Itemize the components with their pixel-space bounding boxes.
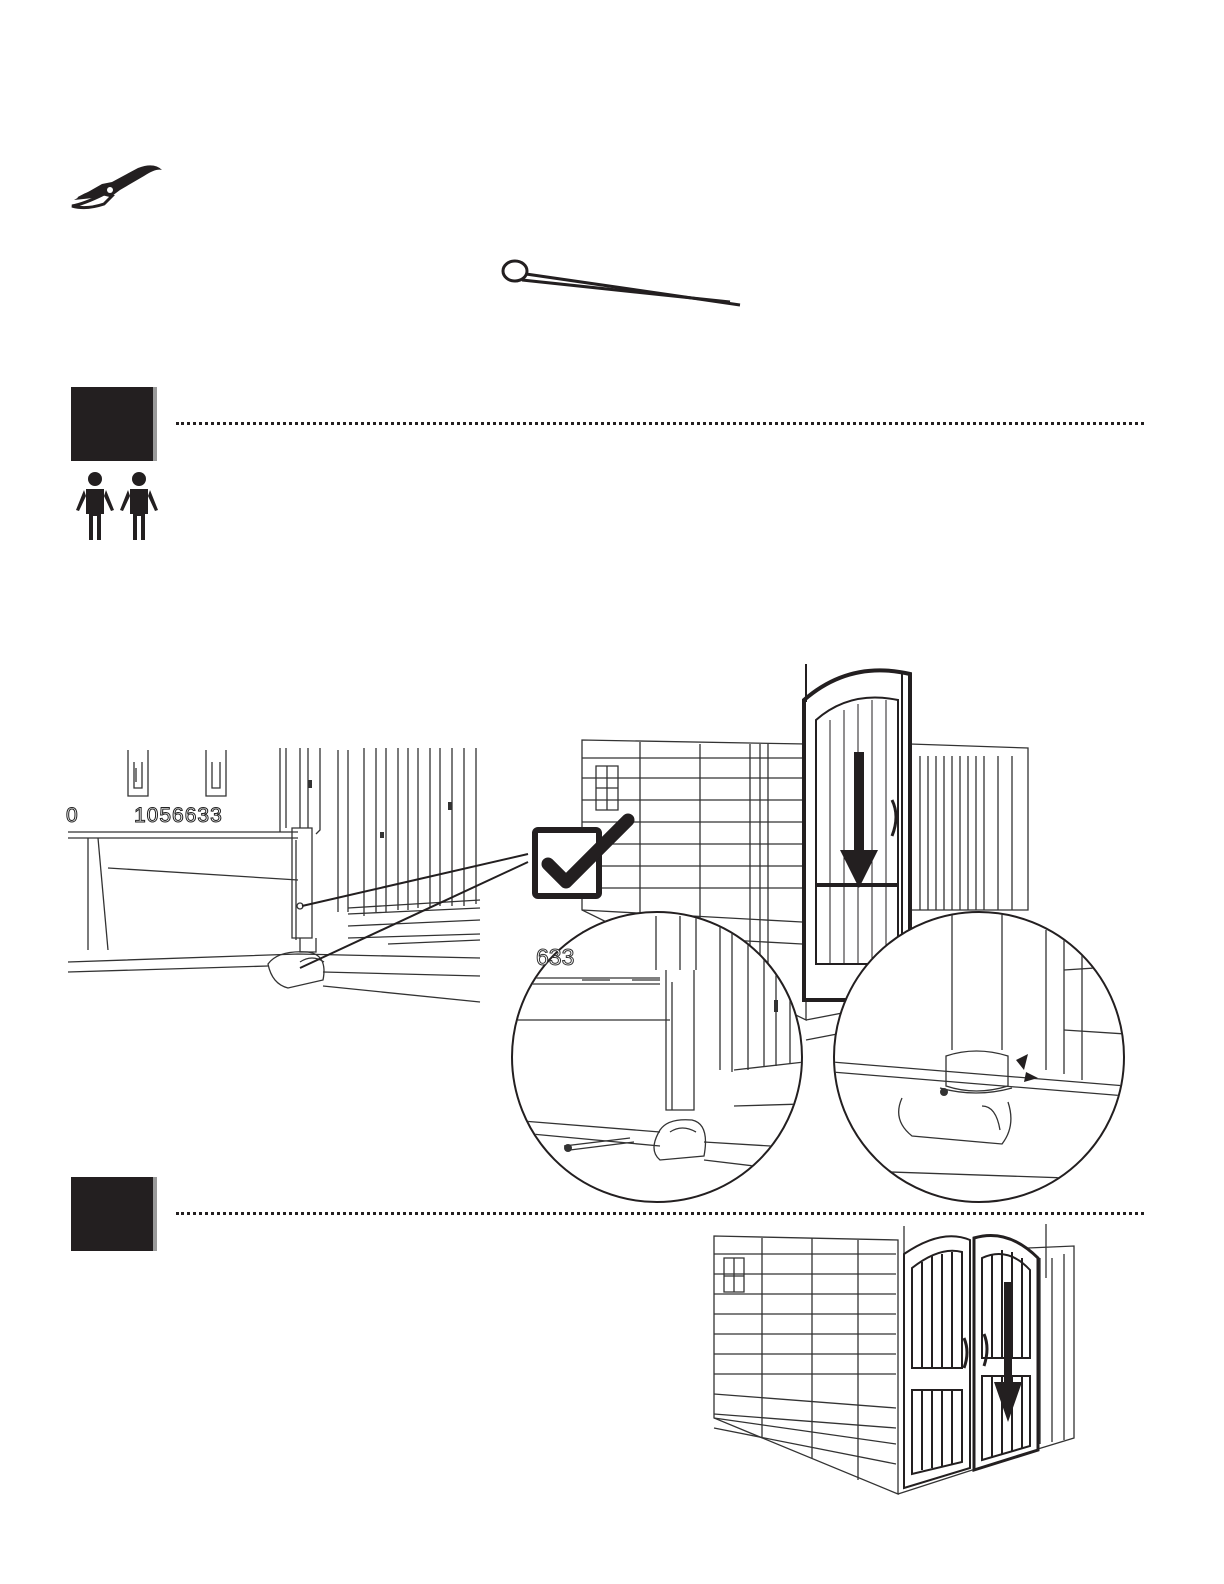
serial-number: 1056633 — [134, 804, 223, 827]
checkmark-icon — [530, 814, 640, 904]
step-divider-2 — [176, 1212, 1144, 1215]
zoom-detail-right — [832, 910, 1126, 1204]
serial-partial: 633 — [536, 944, 575, 970]
shed-closed-drawing — [708, 1218, 1092, 1498]
step-marker-2 — [71, 1177, 153, 1251]
serial-left-digit: 0 — [66, 804, 79, 827]
